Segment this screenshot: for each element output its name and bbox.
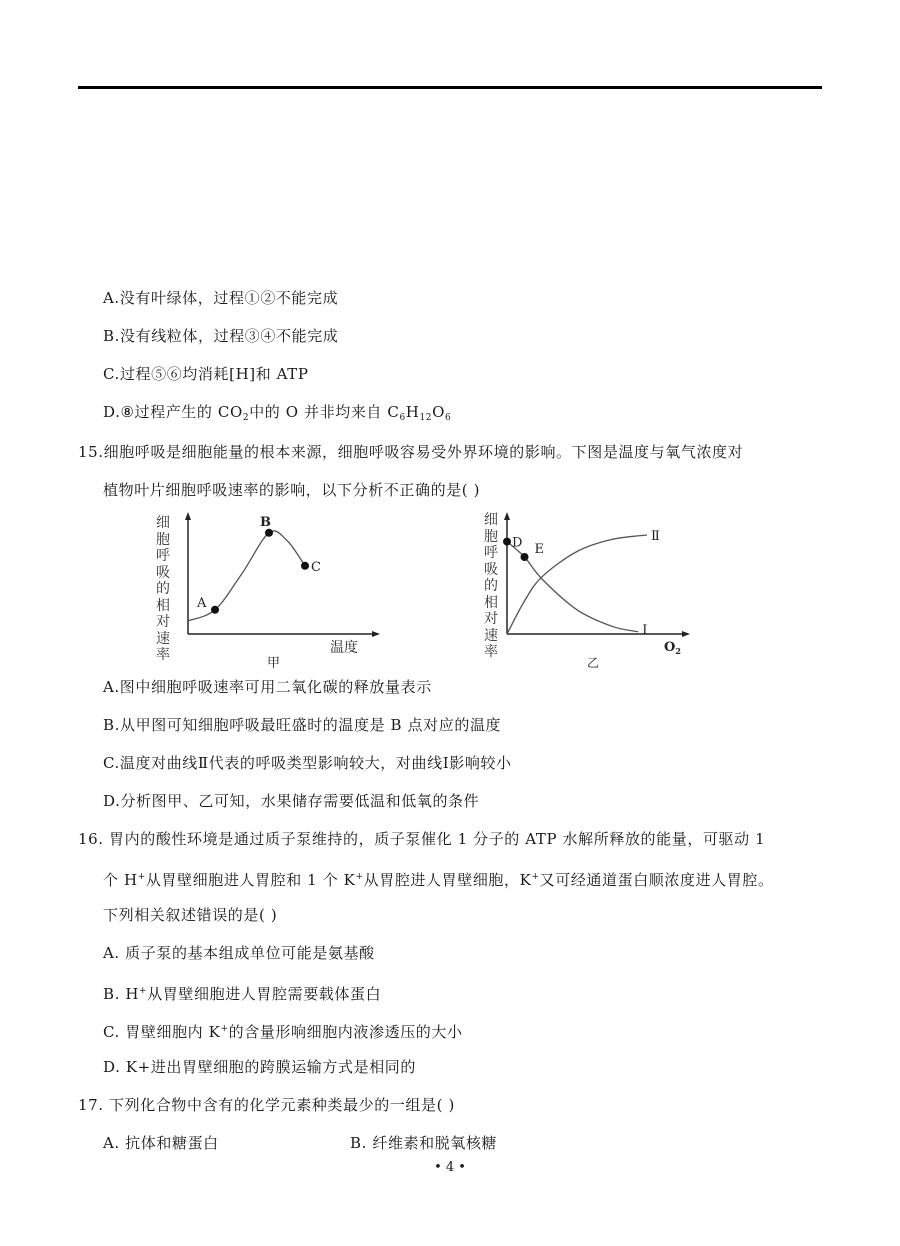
q16-option-a: A. 质子泵的基本组成单位可能是氨基酸 xyxy=(103,944,375,962)
text: 的含量形响细胞内液渗透压的大小 xyxy=(228,1023,463,1041)
chart-yi-ylabel: 细胞呼吸的相对速率 xyxy=(484,512,498,660)
page-number: • 4 • xyxy=(434,1160,466,1175)
superscript: + xyxy=(531,872,540,882)
q14-option-b: B.没有线粒体，过程③④不能完成 xyxy=(103,327,339,345)
text: 从胃壁细胞进人胃腔需要载体蛋白 xyxy=(147,985,382,1003)
x-axis-label: 温度 xyxy=(330,640,358,656)
point-label-a: A xyxy=(197,595,207,611)
q17-option-a: A. 抗体和糖蛋白 xyxy=(103,1134,219,1152)
q16-option-b xyxy=(103,981,381,1004)
y-axis-arrow xyxy=(185,512,191,520)
chart-yi xyxy=(500,510,700,670)
point-label-c: C xyxy=(311,559,321,575)
series-line-2 xyxy=(507,535,647,634)
curve-label-2: Ⅱ xyxy=(651,529,660,544)
data-point-a xyxy=(211,606,219,614)
q15-stem-line1: 15.细胞呼吸是细胞能量的根本来源，细胞呼吸容易受外界环境的影响。下图是温度与氧气浓度对 xyxy=(78,443,744,461)
q17-option-b: B. 纤维素和脱氧核糖 xyxy=(350,1134,498,1152)
series-group xyxy=(507,535,647,634)
q15-option-a: A.图中细胞呼吸速率可用二氧化碳的释放量表示 xyxy=(103,678,432,696)
q16-option-d: D. K+进出胃壁细胞的跨膜运输方式是相同的 xyxy=(103,1058,417,1076)
q16-stem-line3: 下列相关叙述错误的是( ) xyxy=(103,906,278,924)
x-axis-arrow xyxy=(682,631,690,637)
text: O xyxy=(432,403,446,421)
text: D.⑧过程产生的 CO xyxy=(103,403,243,421)
q14-option-d xyxy=(103,402,451,428)
chart-jia-ylabel: 细胞呼吸的相对速率 xyxy=(156,515,170,663)
q15-stem-line2: 植物叶片细胞呼吸速率的影响，以下分析不正确的是( ) xyxy=(103,481,481,499)
point-label-d: D xyxy=(512,535,523,551)
text: H xyxy=(405,403,420,421)
superscript: + xyxy=(137,872,146,882)
chart-caption: 乙 xyxy=(587,656,600,670)
superscript: + xyxy=(355,872,364,882)
subscript: 12 xyxy=(419,413,433,423)
data-point-e xyxy=(521,553,529,561)
subscript: 2 xyxy=(242,413,250,423)
q16-stem-line2 xyxy=(103,867,774,890)
text: B. H xyxy=(103,985,140,1003)
point-label-e: E xyxy=(534,542,544,557)
y-axis-arrow xyxy=(504,512,510,520)
x-axis-arrow xyxy=(372,631,380,637)
superscript: + xyxy=(220,1024,229,1034)
text: 个 H xyxy=(103,871,138,889)
data-point-c xyxy=(301,562,309,570)
text: 从胃壁细胞进人胃腔和 1 个 K xyxy=(145,871,356,889)
points-group xyxy=(211,529,309,614)
subscript: 6 xyxy=(399,413,406,423)
text: 又可经通道蛋白顺浓度进人胃腔。 xyxy=(539,871,774,889)
x-label-sub: 2 xyxy=(675,646,681,656)
chart-jia xyxy=(175,510,385,670)
data-point-d xyxy=(503,538,511,546)
q15-option-c: C.温度对曲线Ⅱ代表的呼吸类型影响较大，对曲线Ⅰ影响较小 xyxy=(103,754,512,772)
header-rule xyxy=(78,86,822,89)
text: 从胃腔进人胃壁细胞，K xyxy=(363,871,532,889)
subscript: 6 xyxy=(445,413,452,423)
text: C. 胃壁细胞内 K xyxy=(103,1023,221,1041)
point-label-b: B xyxy=(260,514,271,530)
curve-label-1: Ⅰ xyxy=(642,622,648,638)
q16-stem-line1: 16. 胃内的酸性环境是通过质子泵维持的，质子泵催化 1 分子的 ATP 水解所释放的能量，可驱动 1 xyxy=(78,830,766,848)
q14-option-a: A.没有叶绿体，过程①②不能完成 xyxy=(103,289,339,307)
x-axis-label xyxy=(664,640,681,656)
q15-option-b: B.从甲图可知细胞呼吸最旺盛时的温度是 B 点对应的温度 xyxy=(103,716,502,734)
q17-stem: 17. 下列化合物中含有的化学元素种类最少的一组是( ) xyxy=(78,1096,455,1114)
q16-option-c xyxy=(103,1019,463,1042)
q15-option-d: D.分析图甲、乙可知，水果储存需要低温和低氧的条件 xyxy=(103,792,480,810)
data-point-b xyxy=(265,529,273,537)
text: 中的 O 并非均来自 C xyxy=(249,403,400,421)
chart-caption: 甲 xyxy=(267,656,281,670)
superscript: + xyxy=(139,986,148,996)
x-label-main: O xyxy=(664,640,676,655)
q14-option-c: C.过程⑤⑥均消耗[H]和 ATP xyxy=(103,365,309,383)
